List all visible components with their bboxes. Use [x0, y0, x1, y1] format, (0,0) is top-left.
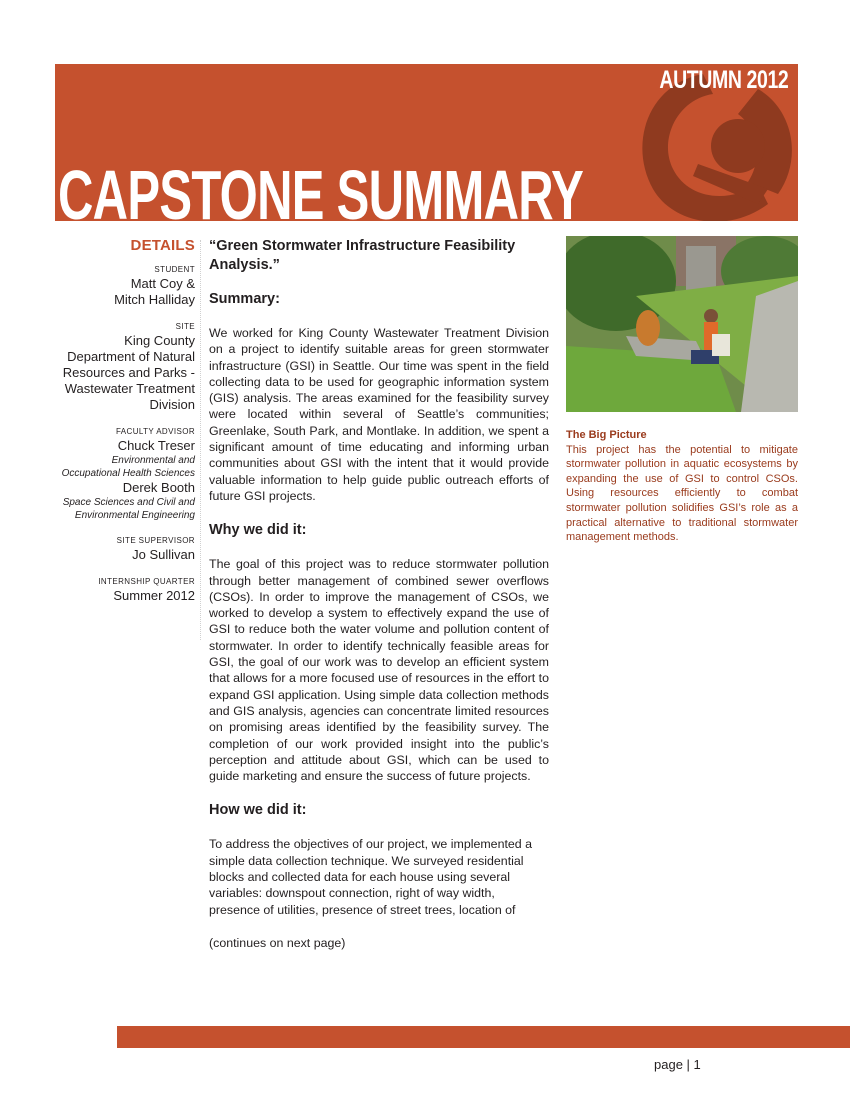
quarter-value: Summer 2012 — [113, 588, 195, 603]
faculty-dept: Occupational Health Sciences — [61, 468, 195, 479]
big-picture-callout — [566, 428, 798, 545]
site-line: Resources and Parks - — [62, 365, 195, 380]
footer-bar — [117, 1026, 850, 1048]
supervisor-label: SITE SUPERVISOR — [116, 536, 195, 545]
quarter-group — [50, 577, 195, 604]
photo-illustration — [566, 236, 798, 412]
site-line: King County — [124, 333, 195, 348]
why-text: The goal of this project was to reduce stormwater pollution through better management of combined sewer overflows (CSOs). In order to improve the management of CSOs, we worked to develop a system to effectively expand the use of GSI to reduce both the water volume and pollution content of stormwater. In order to identify technically feasible areas for GSI, the goal of our work was to develop an efficient system that allows for a more focused use of resources in the effort to expand GSI application. Using simple data collection methods and GIS analysis, agencies can concentrate limited resources on promising areas identified by the feasibility survey. The completion of our work provided insight into the public’s perception and attitude about GSI, which can be used to guide marketing and ensure the success of future projects. — [209, 557, 549, 784]
faculty-group — [50, 427, 195, 522]
column-divider — [200, 240, 201, 640]
site-line: Wastewater Treatment — [64, 381, 195, 396]
faculty-name: Chuck Treser — [117, 438, 195, 453]
page-number: page | 1 — [654, 1057, 701, 1072]
site-label: SITE — [175, 322, 195, 331]
callout-text: This project has the potential to mitigate stormwater pollution in aquatic ecosystems by expanding the use of GSI to control CSOs. Using resources efficiently to combat stormwater pollution solidifies GSI’s role as a practical alternative to traditional stormwater management methods. — [566, 443, 798, 544]
summary-text: We worked for King County Wastewater Treatment Division on a project to identify suitable areas for green stormwater infrastructure (GSI) in Seattle. Our time was spent in the field collecting data to be used for geographic information system (GIS) analysis. The areas examined for the feasibility survey were located within several of Seattle’s communities; Greenlake, South Park, and Montlake. In addition, we spent a significant amount of time educating and informing urban communities about GSI with the intent that it would provide valuable information to help guide public outreach efforts of future GSI projects. — [209, 326, 549, 503]
supervisor-group — [50, 536, 195, 563]
season-label: AUTUMN 2012 — [659, 66, 788, 94]
details-heading: DETAILS — [130, 237, 195, 254]
site-line: Department of Natural — [67, 349, 195, 364]
continues-note: (continues on next page) — [209, 935, 346, 950]
page-title: CAPSTONE SUMMARY — [58, 160, 584, 221]
project-title: “Green Stormwater Infrastructure Feasibility Analysis.” — [209, 238, 516, 273]
project-photo — [566, 236, 798, 412]
faculty-label: FACULTY ADVISOR — [115, 427, 195, 436]
faculty-dept: Environmental and — [111, 455, 195, 466]
site-line: Division — [149, 397, 195, 412]
how-heading: How we did it: — [209, 802, 307, 819]
student-group — [50, 265, 195, 308]
how-text: To address the objectives of our project, we implemented a simple data collection technique. We surveyed residential blocks and collected data for each house using several variables: downspout connection, right of way width, presence of utilities, presence of street trees, location of — [209, 837, 533, 917]
details-column — [50, 237, 195, 618]
quarter-label: INTERNSHIP QUARTER — [98, 577, 195, 586]
summary-heading: Summary: — [209, 291, 280, 307]
faculty-name: Derek Booth — [122, 480, 195, 495]
why-heading: Why we did it: — [209, 522, 307, 539]
student-label: STUDENT — [154, 265, 195, 274]
supervisor-name: Jo Sullivan — [132, 547, 195, 562]
callout-title: The Big Picture — [566, 429, 647, 441]
student-name: Matt Coy & — [130, 276, 195, 291]
faculty-dept: Space Sciences and Civil and — [62, 497, 195, 508]
site-group — [50, 322, 195, 413]
student-name: Mitch Halliday — [114, 292, 195, 307]
main-column — [209, 237, 549, 968]
faculty-dept: Environmental Engineering — [74, 510, 195, 521]
